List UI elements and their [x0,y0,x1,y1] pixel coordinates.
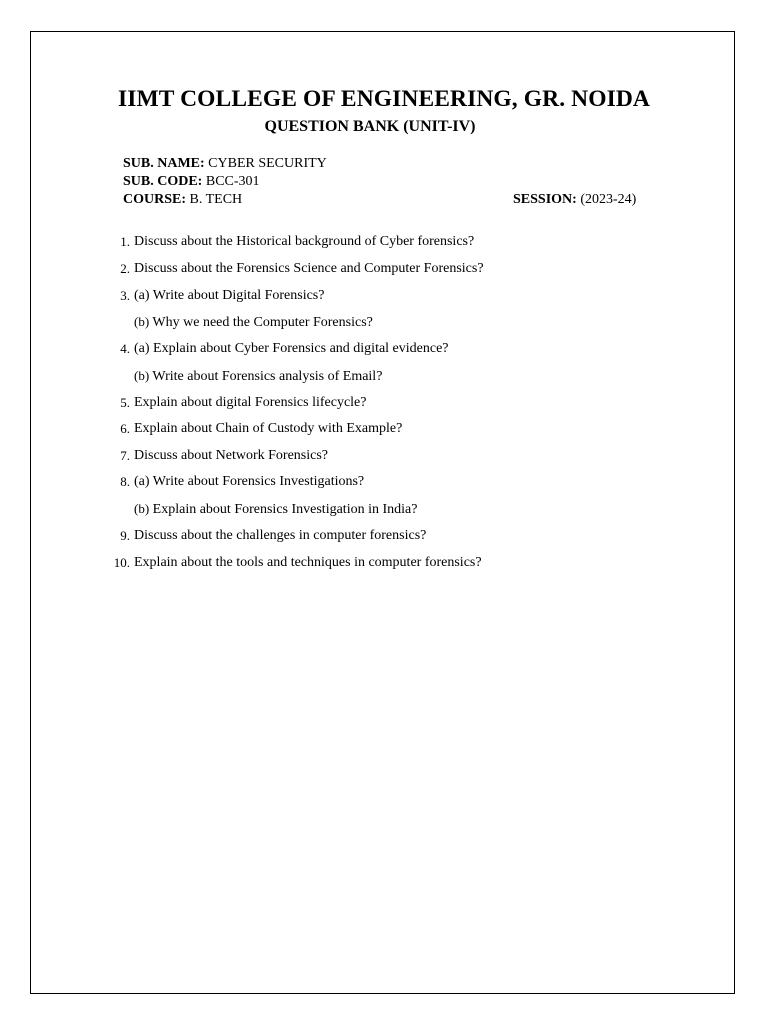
subject-name-label: SUB. NAME: [123,156,205,171]
question-text: Discuss about the Forensics Science and Computer Forensics? [134,261,484,276]
course-label: COURSE: [123,192,187,207]
question-text: Discuss about the challenges in computer forensics? [134,528,427,543]
session-value: (2023-24) [580,192,637,207]
question-text: Why we need the Computer Forensics? [152,315,373,330]
question-part-label: (b) [134,501,150,516]
question-text: Write about Forensics Investigations? [152,474,365,489]
question-text: Explain about Cyber Forensics and digital evidence? [153,341,449,356]
question-number: 6. [120,421,130,436]
question-part-label: (a) [134,341,150,356]
question-text: Explain about Chain of Custody with Example? [134,421,403,436]
question-text: Explain about digital Forensics lifecycle? [134,395,367,410]
question-number: 8. [120,474,130,489]
question-part-text [134,287,324,305]
question-text: Discuss about the Historical background of Cyber forensics? [134,234,475,249]
question-part-text [134,500,417,519]
question-part-text [134,340,449,358]
question-part-text [134,473,364,491]
course-line [123,191,242,209]
course-value: B. TECH [189,192,243,207]
subject-code-line [123,173,260,191]
subject-name-line [123,155,327,173]
question-number: 2. [120,261,130,276]
college-title: IIMT COLLEGE OF ENGINEERING, GR. NOIDA [118,86,650,112]
question-text: Discuss about Network Forensics? [134,448,329,463]
question-part-label: (a) [134,288,150,303]
question-text: Write about Digital Forensics? [152,288,325,303]
question-number: 3. [120,288,130,303]
question-number: 5. [120,395,130,410]
question-number: 10. [113,555,130,570]
question-part-text [134,367,382,386]
subject-name-value: CYBER SECURITY [208,156,327,171]
question-number: 7. [120,448,130,463]
question-bank-subtitle: QUESTION BANK (UNIT-IV) [264,118,476,135]
question-part-text [134,313,373,332]
question-number: 1. [120,234,130,249]
question-part-label: (a) [134,474,150,489]
question-part-label: (b) [134,368,150,383]
question-text: Write about Forensics analysis of Email? [152,369,383,384]
question-text: Explain about Forensics Investigation in India? [152,502,418,517]
session-line [513,191,636,209]
question-text: Explain about the tools and techniques in computer forensics? [134,555,482,570]
session-label: SESSION: [513,192,577,207]
question-part-label: (b) [134,314,150,329]
subject-code-value: BCC-301 [205,174,260,189]
question-number: 9. [120,528,130,543]
question-number: 4. [120,341,130,356]
subject-code-label: SUB. CODE: [123,174,203,189]
